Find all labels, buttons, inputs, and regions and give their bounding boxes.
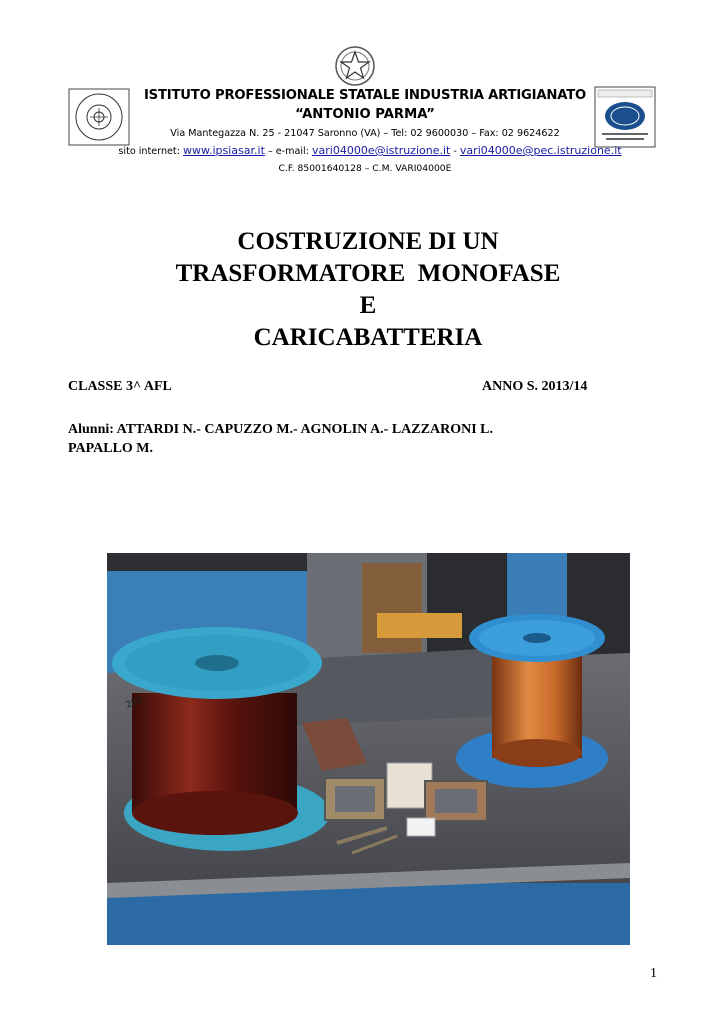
fiscal-code: C.F. 85001640128 – C.M. VARI04000E	[278, 163, 452, 174]
title-line: TRASFORMATORE MONOFASE	[175, 260, 561, 287]
title-line: CARICABATTERIA	[253, 324, 483, 351]
spool-label: 200	[124, 695, 145, 711]
pec-link[interactable]: vari04000e@pec.istruzione.it	[459, 144, 622, 157]
page-number: 1	[650, 966, 657, 981]
school-name: ISTITUTO PROFESSIONALE STATALE INDUSTRIA ARTIGIANATO	[143, 88, 587, 103]
contact-line	[110, 144, 630, 157]
students-list	[68, 420, 628, 458]
document-title	[100, 226, 636, 354]
web-prefix: sito internet:	[118, 146, 183, 157]
email-prefix: – e-mail:	[264, 146, 312, 157]
title-line: E	[359, 292, 377, 319]
separator: -	[450, 146, 460, 157]
students-line: PAPALLO M.	[68, 441, 154, 456]
republic-emblem-icon	[333, 44, 377, 88]
students-line: Alunni: ATTARDI N.- CAPUZZO M.- AGNOLIN A.- LAZZARONI L.	[68, 422, 493, 437]
wire-spools-photo	[107, 553, 630, 945]
school-title: “ANTONIO PARMA”	[295, 107, 435, 122]
email-link[interactable]: vari04000e@istruzione.it	[312, 144, 451, 157]
class-label: CLASSE 3^ AFL	[68, 379, 172, 394]
school-year: ANNO S. 2013/14	[482, 379, 588, 394]
website-link[interactable]: www.ipsiasar.it	[182, 144, 265, 157]
title-line: COSTRUZIONE DI UN	[237, 228, 499, 255]
school-address: Via Mantegazza N. 25 - 21047 Saronno (VA) – Tel: 02 9600030 – Fax: 02 9624622	[170, 128, 560, 139]
